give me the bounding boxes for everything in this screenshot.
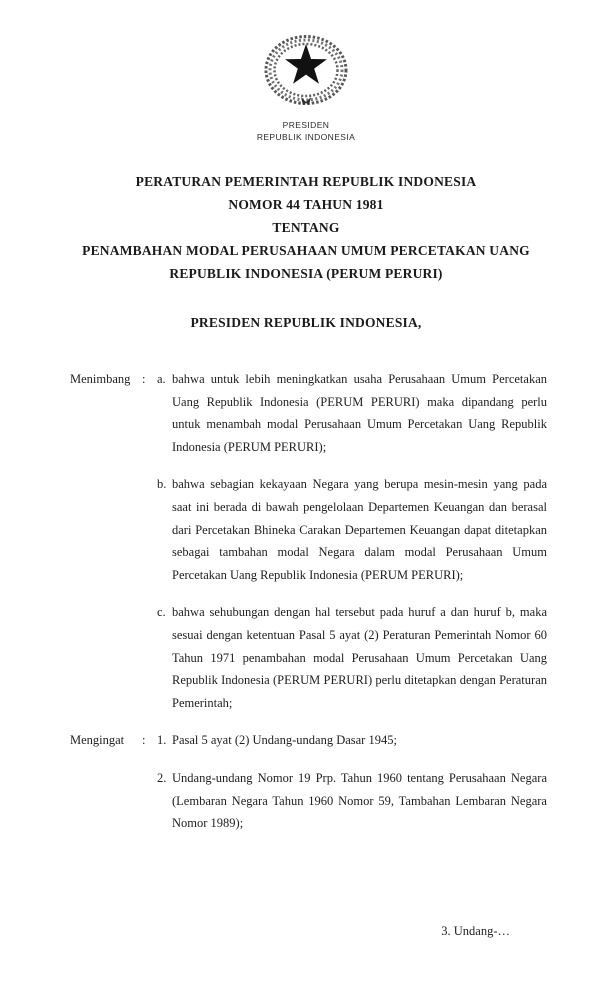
list-item-text: bahwa sebagian kekayaan Negara yang berupa mesin-mesin yang pada saat ini berada di bawah pengelolaan Departemen Keuangan dan berasal dari Percetakan Bhineka Carakan Departemen Keuangan dapat ditetapkan sebagai tambahan modal Negara dalam modal Perusahaan Umum Percetakan Uang Republik Indonesia (PERUM PERURI);: [172, 477, 547, 582]
mengingat-items: [157, 729, 547, 849]
menimbang-items: [157, 368, 547, 729]
title-line-number: NOMOR 44 TAHUN 1981: [228, 197, 384, 212]
title-line-regulation: PERATURAN PEMERINTAH REPUBLIK INDONESIA: [135, 174, 477, 189]
list-item-text: Undang-undang Nomor 19 Prp. Tahun 1960 tentang Perusahaan Negara (Lembaran Negara Tahun 1960 Nomor 59, Tambahan Lembaran Negara Nomor 1989);: [172, 770, 547, 831]
document-body: [0, 368, 612, 850]
list-item-marker: c.: [157, 605, 166, 620]
title-line-tentang: TENTANG: [272, 220, 340, 235]
masthead-text: [0, 120, 612, 143]
list-item-marker: a.: [157, 372, 166, 386]
presidential-star-wreath-emblem-icon: [263, 34, 349, 108]
masthead-line-republik-indonesia: REPUBLIK INDONESIA: [256, 131, 356, 142]
list-item-marker: 2.: [157, 770, 167, 785]
section-label: Menimbang: [70, 372, 131, 386]
salutation: PRESIDEN REPUBLIK INDONESIA,: [190, 315, 422, 330]
list-item-marker: 1.: [157, 733, 167, 748]
section-colon: :: [142, 733, 146, 748]
masthead-line-presiden: PRESIDEN: [282, 120, 330, 130]
list-item-text: bahwa untuk lebih meningkatkan usaha Perusahaan Umum Percetakan Uang Republik Indonesia (PERUM PERURI) maka dipandang perlu untuk menambah modal Perusahaan Umum Percetakan Uang Republik Indonesia (PERUM PERURI);: [172, 372, 547, 454]
list-item-text: bahwa sehubungan dengan hal tersebut pada huruf a dan huruf b, maka sesuai dengan ketentuan Pasal 5 ayat (2) Peraturan Pemerintah Nomor 60 Tahun 1971 penambahan modal Perusahaan Umum Percetakan Uang Republik Indonesia (PERUM PERURI) perlu ditetapkan dengan Peraturan Pemerintah;: [172, 605, 547, 710]
section-label: Mengingat: [70, 733, 125, 748]
list-item: [157, 729, 547, 752]
list-item: [157, 368, 547, 458]
masthead: [0, 0, 612, 143]
list-item: [157, 473, 547, 586]
menimbang-section: [70, 368, 547, 729]
title-line-subject-2: REPUBLIK INDONESIA (PERUM PERURI): [169, 266, 443, 281]
list-item-marker: b.: [157, 477, 167, 492]
document-title: [0, 170, 612, 285]
mengingat-section: [70, 729, 547, 849]
list-item-text: Pasal 5 ayat (2) Undang-undang Dasar 1945;: [172, 733, 397, 748]
list-item: [157, 601, 547, 714]
list-item: [157, 767, 547, 835]
page-continuation-catchword: 3. Undang-…: [441, 924, 510, 938]
title-line-subject-1: PENAMBAHAN MODAL PERUSAHAAN UMUM PERCETAKAN UANG: [82, 243, 530, 258]
section-colon: :: [142, 372, 146, 386]
